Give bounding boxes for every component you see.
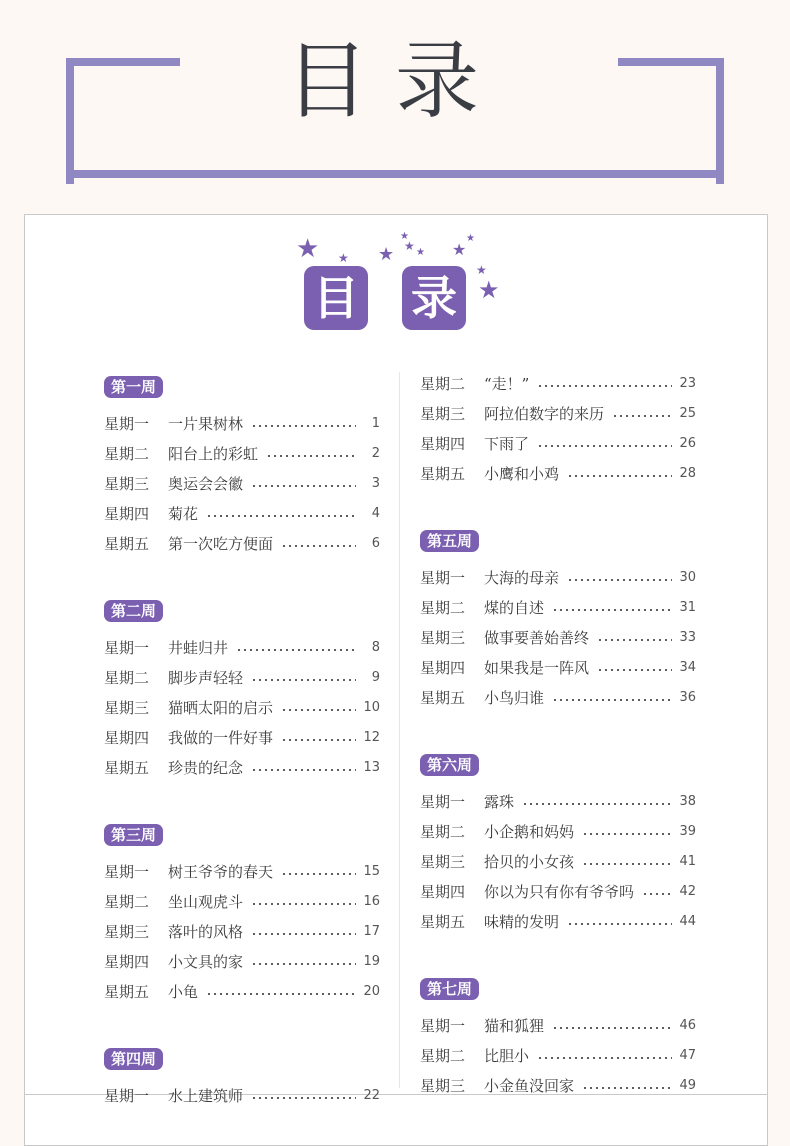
dot-leader [567,579,672,581]
entry-title: 小金鱼没回家 [484,1077,575,1095]
dot-leader [251,485,356,487]
entry-title: 猫和狐狸 [484,1017,545,1035]
entry-page-number: 9 [371,670,380,685]
entry-page-number: 23 [679,376,696,391]
entry-page-number: 10 [363,700,380,715]
toc-entry[interactable] [420,402,696,426]
toc-entry[interactable] [420,656,696,680]
entry-page-number: 1 [371,416,380,431]
entry-page-number: 49 [679,1078,696,1093]
entry-title: “走！” [484,375,530,393]
entry-page-number: 12 [363,730,380,745]
toc-entry[interactable] [420,596,696,620]
page-title: 目录 [284,32,505,130]
logo-tile-mu: 目 [304,266,368,330]
dot-leader [251,933,356,935]
entry-day: 星期一 [420,569,466,587]
entry-title: 水上建筑师 [168,1087,244,1105]
dot-leader [537,445,672,447]
dot-leader [567,475,672,477]
dot-leader [597,669,672,671]
entry-title: 下雨了 [484,435,530,453]
entry-day: 星期一 [420,793,466,811]
week-badge: 第二周 [104,600,163,622]
entry-page-number: 15 [363,864,380,879]
entry-day: 星期二 [104,893,150,911]
star-icon: ★ [404,239,415,253]
star-icon: ★ [416,247,425,258]
star-icon: ★ [476,263,487,277]
entry-day: 星期四 [420,435,466,453]
entry-page-number: 42 [679,884,696,899]
dot-leader [612,415,672,417]
entry-day: 星期五 [420,913,466,931]
entry-title: 比胆小 [484,1047,530,1065]
toc-entry[interactable] [104,636,380,660]
entry-day: 星期五 [104,983,150,1001]
toc-entry[interactable] [104,472,380,496]
toc-entry[interactable] [104,726,380,750]
entry-page-number: 33 [679,630,696,645]
entry-page-number: 3 [371,476,380,491]
entry-day: 星期一 [104,639,150,657]
entry-title: 阿拉伯数字的来历 [484,405,605,423]
entry-page-number: 22 [363,1088,380,1103]
entry-page-number: 2 [371,446,380,461]
dot-leader [251,963,356,965]
entry-page-number: 19 [363,954,380,969]
contents-logo [290,228,510,338]
entry-day: 星期四 [420,659,466,677]
entry-title: 小企鹅和妈妈 [484,823,575,841]
toc-entry[interactable] [420,820,696,844]
entry-title: 做事要善始善终 [484,629,590,647]
dot-leader [251,769,356,771]
entry-day: 星期四 [420,883,466,901]
entry-page-number: 36 [679,690,696,705]
dot-leader [281,739,356,741]
dot-leader [266,455,356,457]
entry-day: 星期四 [104,953,150,971]
dot-leader [251,903,356,905]
entry-day: 星期三 [104,699,150,717]
entry-title: 露珠 [484,793,515,811]
dot-leader [582,863,672,865]
entry-page-number: 31 [679,600,696,615]
entry-title: 第一次吃方便面 [168,535,274,553]
dot-leader [251,679,356,681]
toc-entry[interactable] [104,890,380,914]
entry-title: 落叶的风格 [168,923,244,941]
entry-day: 星期一 [104,863,150,881]
entry-page-number: 17 [363,924,380,939]
dot-leader [251,425,356,427]
dot-leader [567,923,672,925]
entry-title: 奥运会会徽 [168,475,244,493]
entry-title: 小鹰和小鸡 [484,465,560,483]
entry-day: 星期二 [420,1047,466,1065]
entry-page-number: 28 [679,466,696,481]
toc-entry[interactable] [420,850,696,874]
entry-title: 拾贝的小女孩 [484,853,575,871]
star-icon: ★ [296,234,320,264]
entry-title: 井蛙归井 [168,639,229,657]
entry-title: 珍贵的纪念 [168,759,244,777]
dot-leader [552,609,672,611]
entry-page-number: 38 [679,794,696,809]
star-icon: ★ [466,233,475,244]
entry-page-number: 47 [679,1048,696,1063]
entry-day: 星期五 [104,759,150,777]
entry-day: 星期一 [420,1017,466,1035]
toc-entry[interactable] [104,860,380,884]
entry-title: 猫晒太阳的启示 [168,699,274,717]
entry-day: 星期二 [420,599,466,617]
toc-entry[interactable] [420,790,696,814]
week-badge: 第三周 [104,824,163,846]
entry-title: 坐山观虎斗 [168,893,244,911]
entry-title: 煤的自述 [484,599,545,617]
entry-title: 阳台上的彩虹 [168,445,259,463]
toc-entry[interactable] [104,532,380,556]
entry-page-number: 30 [679,570,696,585]
entry-title: 味精的发明 [484,913,560,931]
star-icon: ★ [400,231,409,242]
toc-entry[interactable] [104,980,380,1004]
toc-entry[interactable] [420,1044,696,1068]
dot-leader [206,515,356,517]
column-divider [399,372,400,1088]
entry-day: 星期五 [104,535,150,553]
entry-page-number: 25 [679,406,696,421]
entry-title: 你以为只有你有爷爷吗 [484,883,635,901]
toc-entry[interactable] [420,462,696,486]
dot-leader [582,833,672,835]
entry-day: 星期四 [104,505,150,523]
dot-leader [281,545,356,547]
toc-entry[interactable] [420,432,696,456]
dot-leader [642,893,672,895]
dot-leader [281,873,356,875]
entry-title: 我做的一件好事 [168,729,274,747]
week-badge: 第六周 [420,754,479,776]
entry-day: 星期五 [420,465,466,483]
toc-entry[interactable] [420,686,696,710]
toc-entry[interactable] [104,502,380,526]
entry-day: 星期一 [104,1087,150,1105]
entry-day: 星期三 [420,405,466,423]
entry-title: 小鸟归谁 [484,689,545,707]
entry-day: 星期五 [420,689,466,707]
toc-entry[interactable] [420,372,696,396]
week-badge: 第五周 [420,530,479,552]
week-badge: 第七周 [420,978,479,1000]
entry-page-number: 26 [679,436,696,451]
dot-leader [537,385,672,387]
star-icon: ★ [452,240,467,259]
title-frame [0,0,790,200]
dot-leader [206,993,356,995]
dot-leader [251,1097,356,1099]
entry-page-number: 44 [679,914,696,929]
dot-leader [281,709,356,711]
entry-title: 大海的母亲 [484,569,560,587]
star-icon: ★ [378,244,395,265]
entry-page-number: 34 [679,660,696,675]
toc-entry[interactable] [420,1014,696,1038]
entry-day: 星期三 [420,629,466,647]
entry-day: 星期二 [420,823,466,841]
entry-day: 星期三 [104,475,150,493]
toc-entry[interactable] [420,566,696,590]
frame-bracket-bottom [66,170,724,178]
toc-entry[interactable] [420,1074,696,1098]
toc-entry[interactable] [420,880,696,904]
dot-leader [236,649,356,651]
entry-page-number: 39 [679,824,696,839]
entry-title: 菊花 [168,505,199,523]
dot-leader [552,699,672,701]
entry-day: 星期二 [104,669,150,687]
entry-day: 星期四 [104,729,150,747]
entry-day: 星期一 [104,415,150,433]
entry-title: 小文具的家 [168,953,244,971]
dot-leader [537,1057,672,1059]
entry-page-number: 4 [371,506,380,521]
toc-entry[interactable] [420,910,696,934]
week-badge: 第一周 [104,376,163,398]
entry-day: 星期二 [420,375,466,393]
toc-entry[interactable] [104,950,380,974]
toc-entry[interactable] [104,666,380,690]
toc-entry[interactable] [104,412,380,436]
dot-leader [597,639,672,641]
toc-entry[interactable] [104,442,380,466]
star-icon: ★ [478,276,500,304]
entry-page-number: 46 [679,1018,696,1033]
entry-page-number: 6 [371,536,380,551]
dot-leader [522,803,672,805]
entry-title: 小龟 [168,983,199,1001]
entry-page-number: 41 [679,854,696,869]
entry-day: 星期三 [420,853,466,871]
entry-title: 脚步声轻轻 [168,669,244,687]
entry-title: 如果我是一阵风 [484,659,590,677]
entry-page-number: 20 [363,984,380,999]
toc-entry[interactable] [104,696,380,720]
star-icon: ★ [338,251,349,265]
entry-day: 星期三 [104,923,150,941]
week-badge: 第四周 [104,1048,163,1070]
toc-entry[interactable] [104,1084,380,1108]
entry-page-number: 13 [363,760,380,775]
toc-entry[interactable] [420,626,696,650]
toc-entry[interactable] [104,756,380,780]
entry-title: 一片果树林 [168,415,244,433]
dot-leader [552,1027,672,1029]
entry-page-number: 8 [371,640,380,655]
entry-title: 树王爷爷的春天 [168,863,274,881]
logo-tile-lu: 录 [402,266,466,330]
toc-entry[interactable] [104,920,380,944]
dot-leader [582,1087,672,1089]
entry-day: 星期三 [420,1077,466,1095]
entry-day: 星期二 [104,445,150,463]
entry-page-number: 16 [363,894,380,909]
